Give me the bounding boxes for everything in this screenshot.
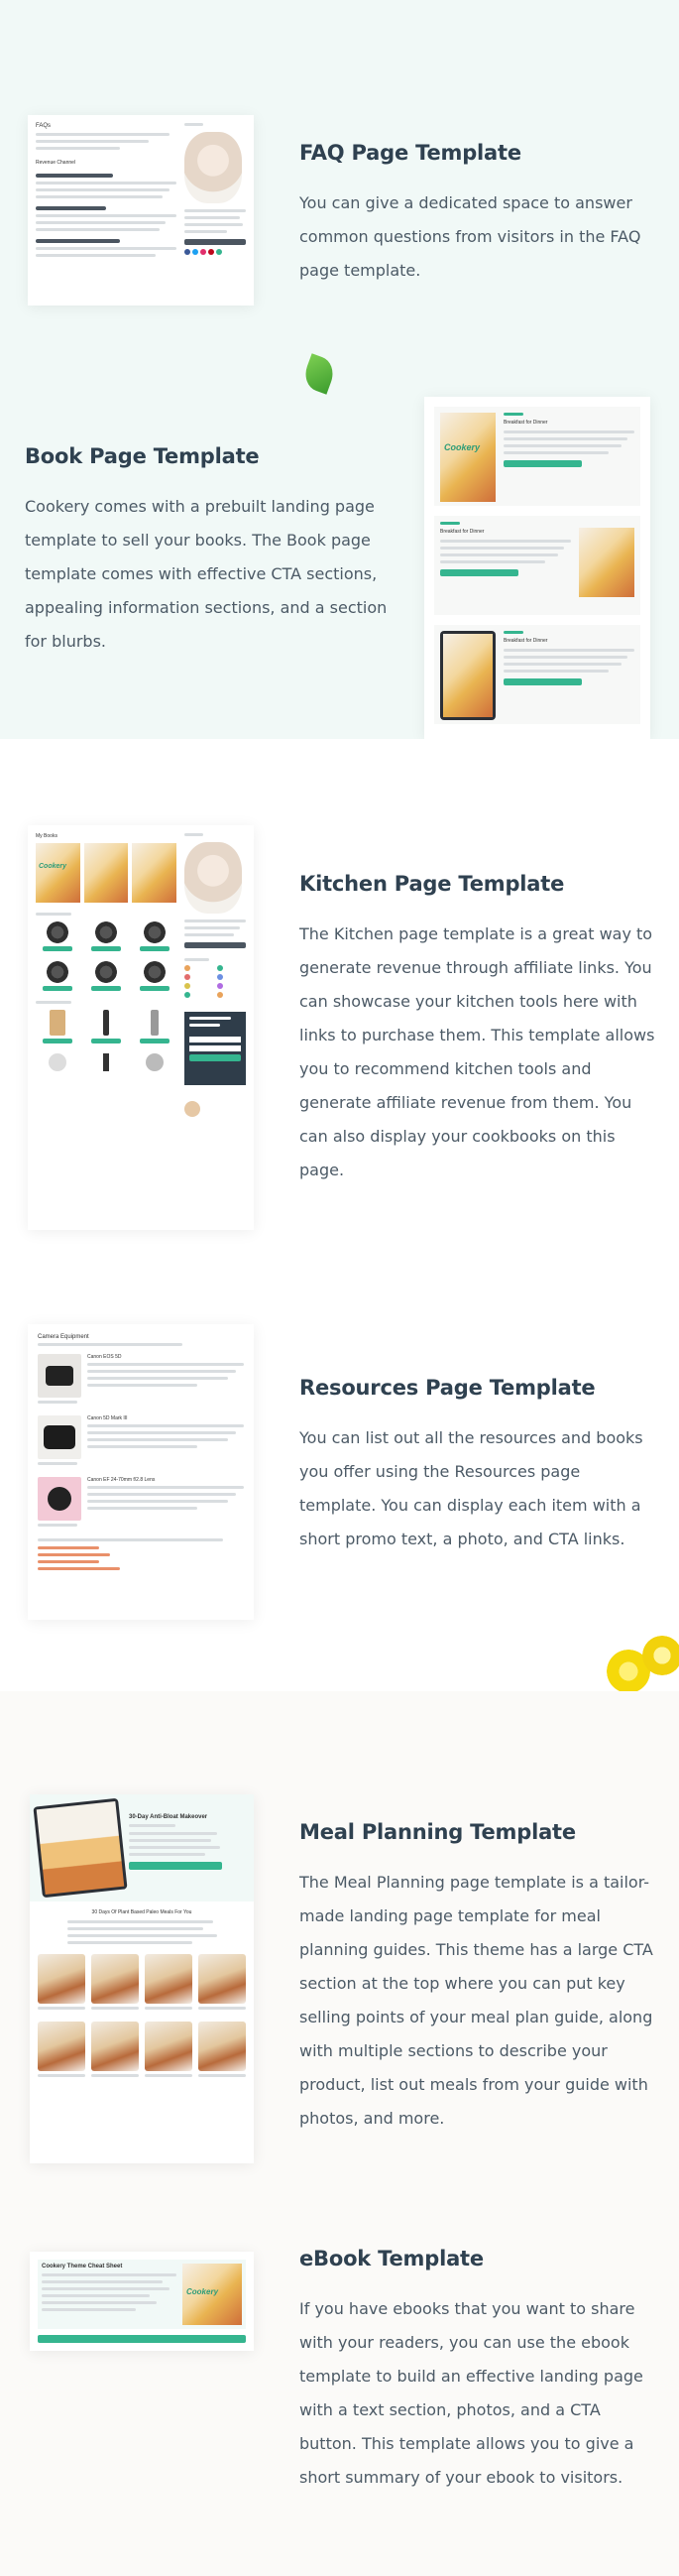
leaf-decoration	[300, 353, 338, 395]
meal-title: Meal Planning Template	[299, 1820, 576, 1844]
ebook-text	[299, 2247, 656, 2495]
book-text	[25, 444, 392, 659]
ebook-title: eBook Template	[299, 2247, 484, 2270]
meal-text	[299, 1820, 656, 2136]
kitchen-description: The Kitchen page template is a great way to generate revenue through affiliate links. You can showcase your kitchen tools here with links to purchase them. This template allows you to recommend kitchen tools and generate affiliate revenue from them. You can also display your cookbooks on this page.	[299, 924, 655, 1179]
faq-section	[0, 0, 679, 739]
resources-title: Resources Page Template	[299, 1376, 596, 1400]
faq-title: FAQ Page Template	[299, 141, 521, 165]
book-cover: Cookery	[440, 413, 496, 502]
book-description: Cookery comes with a prebuilt landing page template to sell your books. The Book page template comes with effective CTA sections, appealing information sections, and a section for blurbs.	[25, 497, 388, 651]
kitchen-section	[0, 739, 679, 1691]
faq-mockup	[28, 115, 254, 306]
kitchen-text	[299, 872, 656, 1187]
ebook-mockup: Cookery Theme Cheat Sheet Cookery	[30, 2252, 254, 2351]
resources-text	[299, 1376, 656, 1556]
meal-description: The Meal Planning page template is a tailor-made landing page template for meal planning guides. This theme has a large CTA section at the top where you can put key selling points of your meal plan guide, along with multiple sections to describe your product, list out meals from your guide with photos, and more.	[299, 1873, 653, 2128]
faq-text	[299, 141, 656, 288]
faq-description: You can give a dedicated space to answer common questions from visitors in the FAQ page template.	[299, 193, 641, 280]
ebook-description: If you have ebooks that you want to share with your readers, you can use the ebook template to build an effective landing page with a text section, photos, and a CTA button. This template allows you to give a short summary of your ebook to visitors.	[299, 2299, 643, 2487]
faq-mockup-subheading: Revenue Channel	[36, 160, 76, 166]
kitchen-title: Kitchen Page Template	[299, 872, 565, 896]
author-avatar	[184, 132, 242, 203]
meal-mockup: 30-Day Anti-Bloat Makeover 30 Days Of Plant Based Paleo Meals For You	[30, 1794, 254, 2163]
book-title: Book Page Template	[25, 444, 260, 468]
kitchen-mockup: My Books Cookery	[28, 825, 254, 1230]
resources-mockup: Camera Equipment Canon EOS 5D Canon 5D Mark III Canon EF 24-70mm f/2.8 Lens	[28, 1324, 254, 1620]
faq-mockup-heading: FAQs	[36, 123, 52, 129]
resources-description: You can list out all the resources and books you offer using the Resources page template. You can display each item with a short promo text, a photo, and CTA links.	[299, 1428, 643, 1548]
meal-section	[0, 1691, 679, 2576]
book-mockup: Cookery Breakfast for Dinner Breakfast for Dinner Breakfast for Dinner	[424, 397, 650, 739]
flower-decoration	[595, 1632, 679, 1691]
